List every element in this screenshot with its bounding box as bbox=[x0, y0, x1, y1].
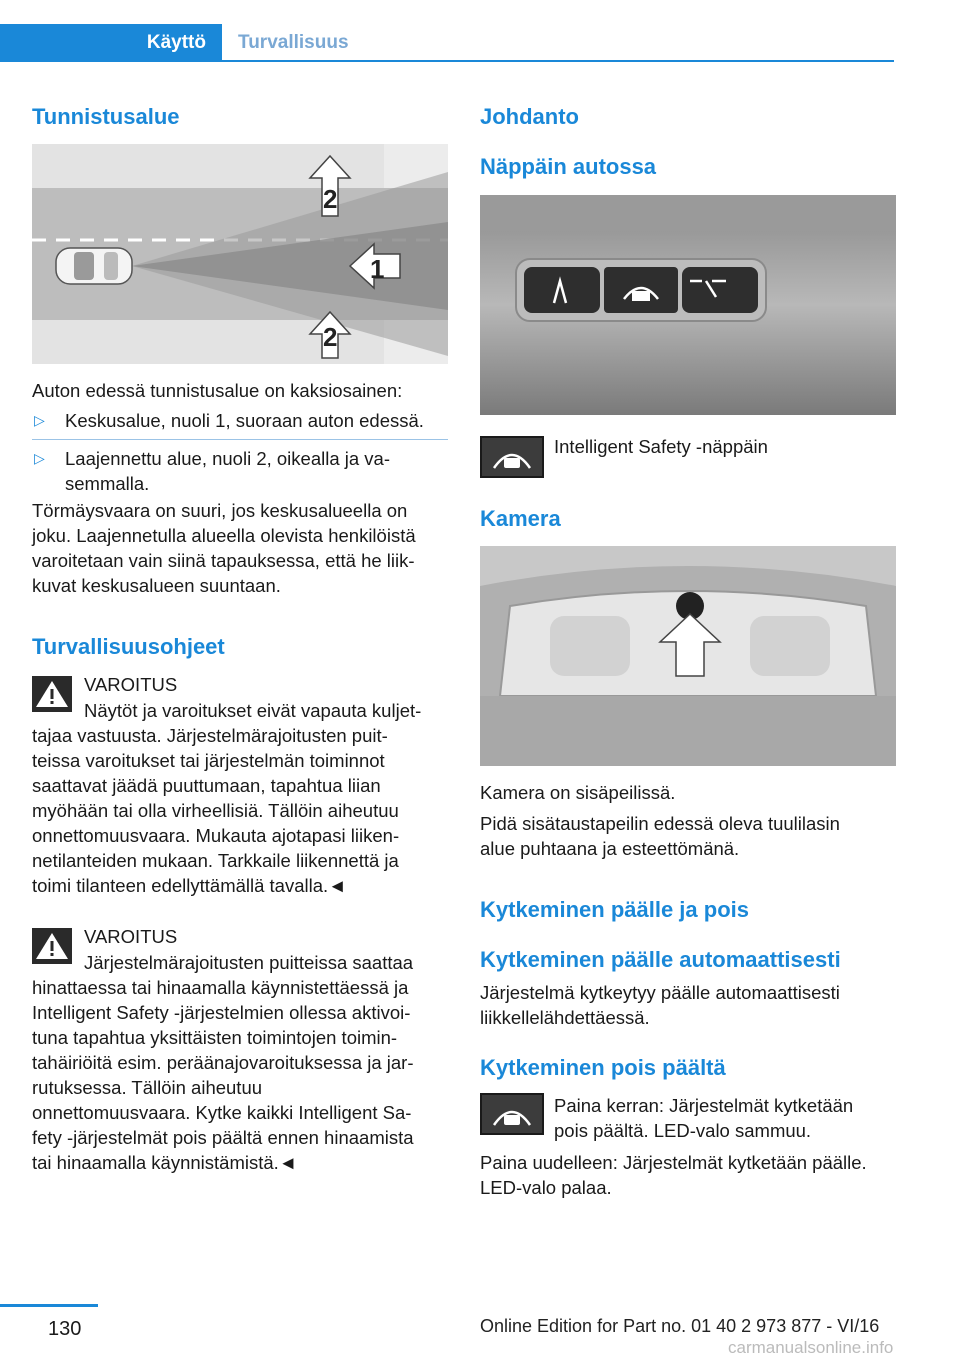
detection-list bbox=[32, 408, 448, 496]
text-line: Paina uudelleen: Järjestelmät kytketään päälle. bbox=[480, 1152, 867, 1173]
footer-divider bbox=[0, 1304, 98, 1307]
text-line: tahäiriöitä esim. peräänajovaroituksessa ja jar- bbox=[32, 1052, 414, 1073]
intro-text: Auton edessä tunnistusalue on kaksiosainen: bbox=[32, 380, 403, 401]
text-line: Törmäysvaara on suuri, jos keskusalueella on bbox=[32, 500, 408, 521]
text-line: onnettomuusvaara. Kytke kaikki Intelligent Sa- bbox=[32, 1102, 412, 1123]
text-line: alue puhtaana ja esteettömänä. bbox=[480, 838, 740, 859]
detection-area-svg bbox=[32, 144, 448, 364]
warning-2-first-line: Järjestelmärajoitusten puitteissa saattaa bbox=[84, 952, 414, 973]
detection-area-diagram bbox=[32, 144, 448, 364]
edition-text: Online Edition for Part no. 01 40 2 973 877 - VI/16 bbox=[480, 1316, 880, 1336]
camera-location-svg bbox=[480, 546, 896, 766]
camera-location-text: Kamera on sisäpeilissä. bbox=[480, 782, 676, 803]
text-line: tai hinaamalla käynnistämistä.◄ bbox=[32, 1152, 298, 1173]
heading-kamera: Kamera bbox=[480, 506, 561, 531]
car-icon bbox=[56, 248, 132, 284]
warning-1-title: VAROITUS bbox=[84, 674, 178, 695]
collision-paragraph bbox=[32, 498, 462, 598]
camera-location-photo bbox=[480, 546, 896, 766]
text-line: onnettomuusvaara. Mukauta ajotapasi liiken- bbox=[32, 825, 400, 846]
text-line: hinattaessa tai hinaamalla käynnistettäessä ja bbox=[32, 977, 409, 998]
warning-1-first-line: Näytöt ja varoitukset eivät vapauta kuljet- bbox=[84, 700, 422, 721]
text-line: LED-valo palaa. bbox=[480, 1177, 612, 1198]
intelligent-safety-button-icon bbox=[480, 1093, 544, 1135]
text-line: toimi tilanteen edellyttämällä tavalla.◄ bbox=[32, 875, 347, 896]
text-line: joku. Laajennetulla alueella olevista henkilöistä bbox=[32, 525, 416, 546]
warning-1-text bbox=[32, 723, 462, 898]
button-panel-photo bbox=[480, 195, 896, 415]
text-line: rutuksessa. Tällöin aiheutuu bbox=[32, 1077, 263, 1098]
list-item bbox=[32, 446, 448, 496]
button-panel-svg bbox=[480, 195, 896, 415]
list-item-text: Laajennettu alue, nuoli 2, oikealla ja va- semmalla. bbox=[65, 448, 391, 494]
tab-kaytto[interactable] bbox=[0, 24, 222, 62]
text-line: Intelligent Safety -järjestelmien ollessa aktivoi- bbox=[32, 1002, 411, 1023]
tab-turvallisuus[interactable]: Turvallisuus bbox=[238, 32, 349, 53]
warning-2-title: VAROITUS bbox=[84, 926, 178, 947]
text-line: Järjestelmä kytkeytyy päälle automaattisesti bbox=[480, 982, 840, 1003]
text-line: kuvat keskusalueen suuntaan. bbox=[32, 575, 281, 596]
pois-text bbox=[554, 1093, 904, 1143]
text-line: tuna tapahtua yksittäisten toimintojen toimin- bbox=[32, 1027, 398, 1048]
button-caption: Intelligent Safety -näppäin bbox=[554, 436, 768, 457]
warning-2-text bbox=[32, 975, 462, 1175]
heading-kytkeminen: Kytkeminen päälle ja pois bbox=[480, 897, 749, 922]
heading-nappain-autossa: Näppäin autossa bbox=[480, 154, 657, 179]
text-line: fety -järjestelmät pois päältä ennen hinaamista bbox=[32, 1127, 414, 1148]
text-line: liikkellelähdettäessä. bbox=[480, 1007, 650, 1028]
auto-text bbox=[480, 980, 910, 1030]
text-line: Pidä sisätaustapeilin edessä oleva tuulilasin bbox=[480, 813, 840, 834]
list-item: ▷ Keskusalue, nuoli 1, suoraan auton edessä. bbox=[32, 408, 448, 433]
tab-kaytto-label: Käyttö bbox=[146, 32, 206, 53]
warning-icon bbox=[32, 928, 72, 964]
intelligent-safety-button-icon bbox=[480, 436, 544, 478]
text-line: tajaa vastuusta. Järjestelmärajoitusten puit- bbox=[32, 725, 388, 746]
diagram-label-2-top: 2 bbox=[323, 184, 338, 214]
text-line: varoitetaan vain siinä tapauksessa, että he liik- bbox=[32, 550, 415, 571]
heading-automaattisesti: Kytkeminen päälle automaattisesti bbox=[480, 947, 841, 972]
heading-tunnistusalue: Tunnistusalue bbox=[32, 104, 180, 129]
text-line: myöhään tai olla virheellisiä. Tällöin aiheutuu bbox=[32, 800, 399, 821]
text-line: netilanteiden mukaan. Tarkkaile liikennettä ja bbox=[32, 850, 399, 871]
again-text bbox=[480, 1150, 910, 1200]
header-divider bbox=[222, 60, 894, 62]
heading-pois-paalta: Kytkeminen pois päältä bbox=[480, 1055, 726, 1080]
diagram-label-2-bottom: 2 bbox=[323, 322, 338, 352]
text-line: Paina kerran: Järjestelmät kytketään bbox=[554, 1095, 854, 1116]
warning-icon bbox=[32, 676, 72, 712]
diagram-label-1: 1 bbox=[370, 254, 385, 284]
camera-clean-text bbox=[480, 811, 910, 861]
text-line: teissa varoitukset tai järjestelmän toiminnot bbox=[32, 750, 385, 771]
watermark: carmanualsonline.info bbox=[728, 1338, 894, 1357]
text-line: pois päältä. LED-valo sammuu. bbox=[554, 1120, 812, 1141]
page-number: 130 bbox=[48, 1318, 82, 1340]
list-divider bbox=[32, 439, 448, 440]
heading-turvallisuusohjeet: Turvallisuusohjeet bbox=[32, 634, 225, 659]
heading-johdanto: Johdanto bbox=[480, 104, 579, 129]
text-line: saattavat jäädä puuttumaan, tapahtua liian bbox=[32, 775, 381, 796]
header-bar bbox=[0, 24, 894, 62]
